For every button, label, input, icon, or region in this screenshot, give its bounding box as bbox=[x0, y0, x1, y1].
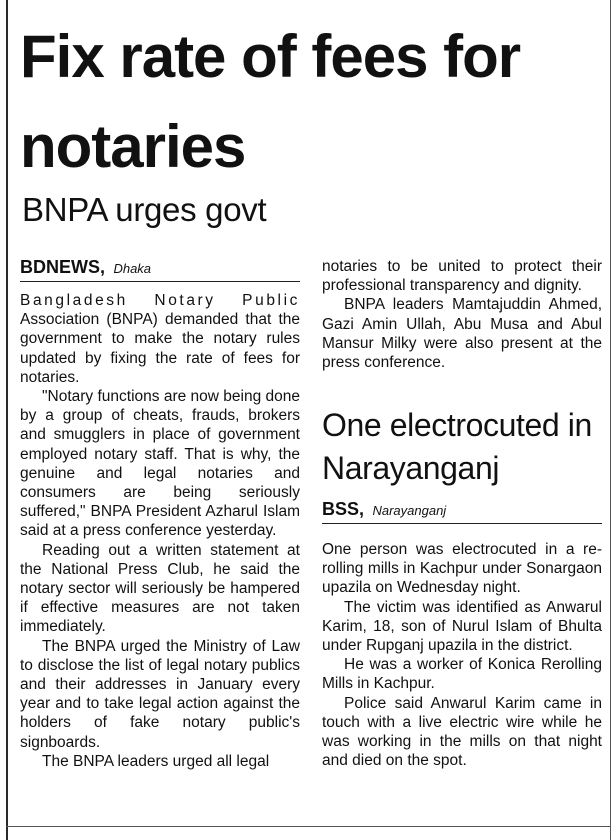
byline-place: Narayanganj bbox=[372, 503, 447, 518]
article-byline bbox=[20, 256, 300, 282]
second-article-body bbox=[322, 540, 602, 770]
lead-first-line: Bangladesh Notary Public bbox=[20, 292, 300, 309]
second-article-byline bbox=[322, 498, 602, 524]
column-rule-left bbox=[6, 0, 8, 840]
article-body-column-2 bbox=[322, 257, 602, 372]
body-paragraph: Police said Anwarul Karim came in touch with a live electric wire while he was working in the mills on that night and died on the spot. bbox=[322, 694, 602, 770]
article-body-column-1 bbox=[20, 291, 300, 771]
body-paragraph: He was a worker of Konica Rerolling Mills in Kachpur. bbox=[322, 656, 602, 693]
body-paragraph: Reading out a written statement at the National Press Club, he said the notary sector will seriously be hampered if effective measures are not taken immediately. bbox=[20, 541, 300, 636]
lead-paragraph bbox=[20, 291, 300, 387]
column-rule-right bbox=[610, 0, 611, 840]
body-paragraph: The BNPA leaders urged all legal bbox=[42, 752, 270, 770]
second-article-headline: One electrocuted in Narayanganj bbox=[322, 407, 592, 486]
column-rule-bottom bbox=[6, 826, 611, 827]
lead-rest: Association (BNPA) demanded that the government to make the notary rules updated by fixing the rate of fees for notaries. bbox=[20, 311, 300, 386]
body-paragraph: BNPA leaders Mamtajuddin Ahmed, Gazi Amin Ullah, Abu Musa and Abul Mansur Milky were also present at the press conference. bbox=[322, 296, 602, 372]
body-paragraph: "Notary functions are now being done by a group of cheats, frauds, brokers and smugglers in place of government employed notary staff. That is why, the genuine and legal notaries and consumers are being seriously suffered," BNPA President Azharul Islam said at a press conference yesterday. bbox=[20, 388, 300, 540]
body-paragraph: One person was electrocuted in a re-rolling mills in Kachpur under Sonargaon upazila on Wednesday night. bbox=[322, 541, 602, 597]
body-paragraph: The BNPA urged the Ministry of Law to disclose the list of legal notary publics and their addresses in January every year and to take legal action against the holders of fake notary public's signboards. bbox=[20, 637, 300, 751]
byline-agency: BSS, bbox=[322, 499, 365, 519]
byline-place: Dhaka bbox=[113, 261, 152, 276]
byline-agency: BDNEWS, bbox=[20, 257, 105, 277]
body-paragraph: The victim was identified as Anwarul Karim, 18, son of Nurul Islam of Bhulta under Rupganj upazila in the district. bbox=[322, 598, 602, 655]
article-subhead: BNPA urges govt bbox=[22, 191, 267, 228]
article-headline: Fix rate of fees for notaries bbox=[20, 23, 521, 180]
body-paragraph-continued: notaries to be united to protect their professional transparency and dignity. bbox=[322, 258, 602, 295]
